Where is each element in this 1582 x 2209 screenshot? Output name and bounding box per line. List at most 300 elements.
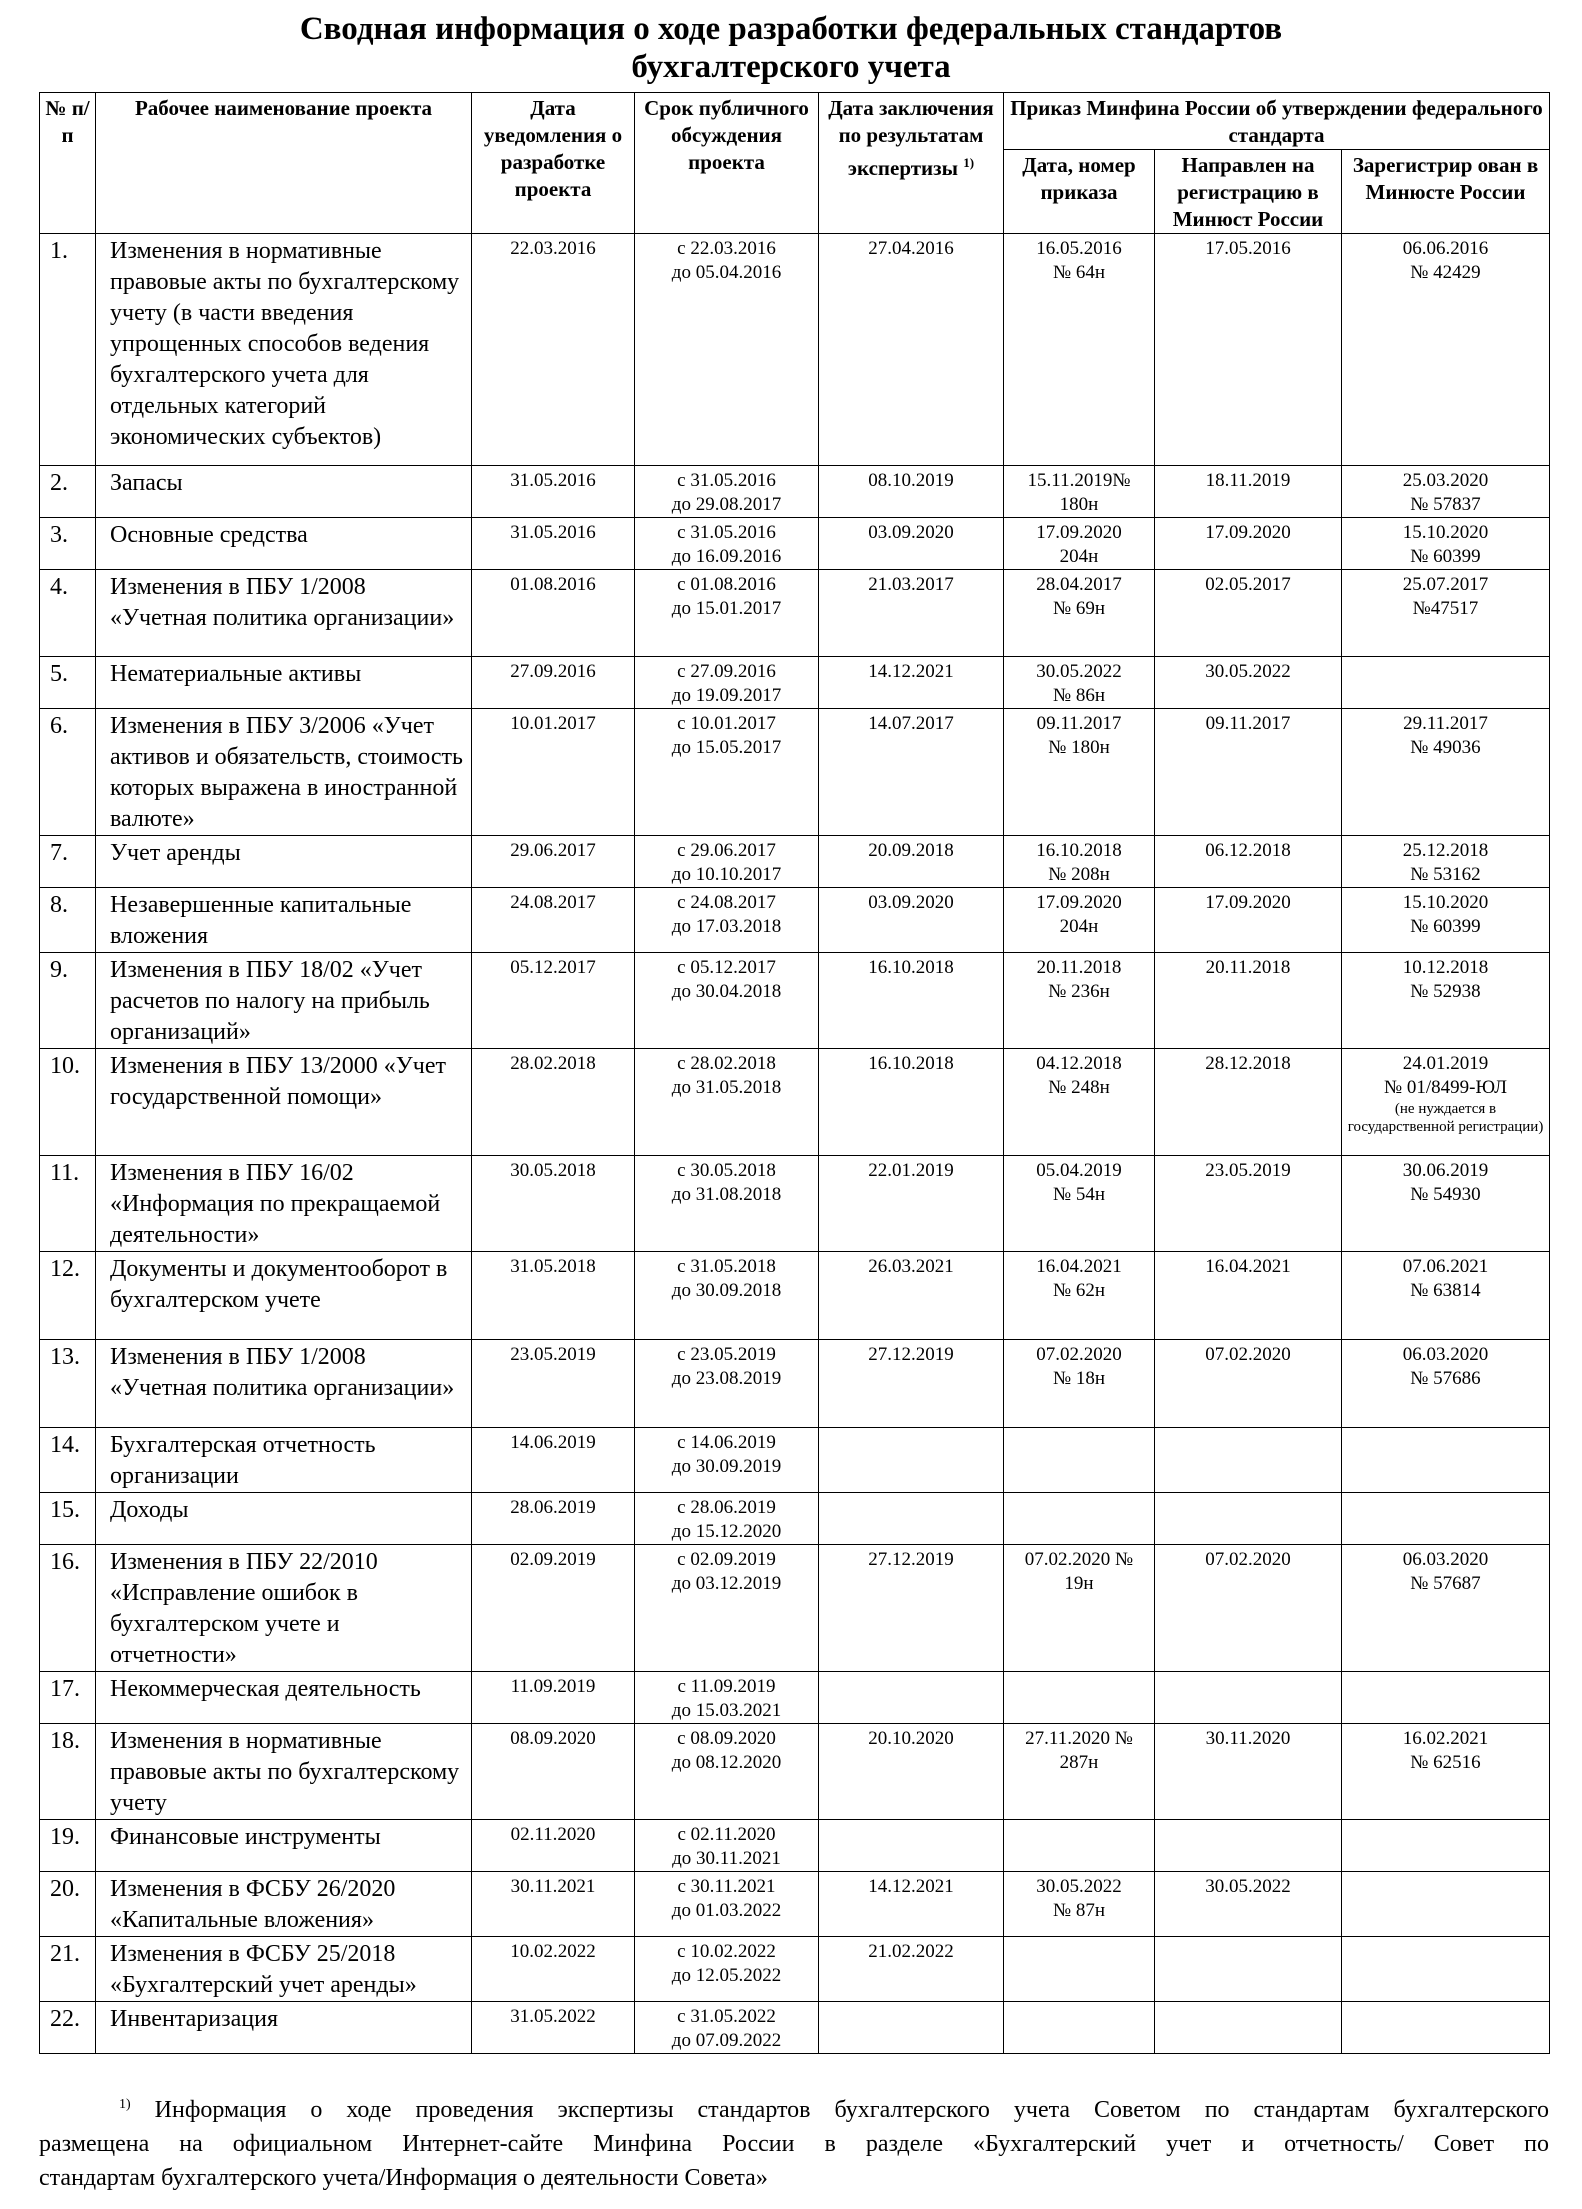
sent-date: 07.02.2020 [1205,1549,1291,1570]
row-number-cell [40,1872,96,1937]
row-number-cell [40,657,96,709]
project-name-cell [96,1428,472,1493]
public-to: до 30.09.2018 [671,1280,782,1301]
registered-date: 25.07.2017 [1402,574,1489,595]
notify-date-cell [472,1340,635,1428]
order-cell [1004,234,1155,466]
public-from: с 02.11.2020 [677,1824,776,1845]
project-name-cell [96,466,472,518]
expert-date-cell [819,518,1004,570]
order-number: № 64н [1052,262,1106,283]
registered-number: № 57837 [1410,494,1481,515]
row-number: 15. [50,1497,80,1523]
order-cell [1004,518,1155,570]
project-name: Нематериальные активы [110,661,362,687]
registered-date: 15.10.2020 [1402,892,1489,913]
expert-date-cell [819,888,1004,953]
sent-date-cell [1155,953,1342,1049]
registered-number: №47517 [1412,598,1479,619]
table-row [40,1724,1550,1820]
order-date: 09.11.2017 [1036,713,1122,734]
public-from: с 28.02.2018 [677,1053,776,1074]
public-period-cell [635,1545,819,1672]
table-row [40,1493,1550,1545]
row-number: 20. [50,1876,80,1902]
notify-date: 22.03.2016 [510,238,596,259]
order-cell [1004,1156,1155,1252]
public-from: с 31.05.2016 [677,470,776,491]
sent-date-cell [1155,1545,1342,1672]
sent-date-cell [1155,1872,1342,1937]
footnote-line-1-text: Информация о ходе проведения экспертизы стандартов бухгалтерского учета Советом по стандартам бухгалтерского [154,2097,1550,2123]
public-period-cell [635,1872,819,1937]
footnote-line-2: размещена на официальном Интернет-сайте Минфина России в разделе «Бухгалтерский учет и отчетность/ Совет по [39,2131,1549,2157]
project-name: Запасы [110,470,183,496]
registered-number: № 62516 [1410,1752,1481,1773]
row-number-cell [40,2002,96,2054]
public-from: с 31.05.2016 [677,522,776,543]
row-number-cell [40,1545,96,1672]
row-number: 22. [50,2006,80,2032]
footnote-line-3: стандартам бухгалтерского учета/Информация о деятельности Совета» [39,2165,768,2191]
expert-date-cell [819,1252,1004,1340]
public-from: с 31.05.2018 [677,1256,776,1277]
project-name-cell [96,570,472,657]
public-to: до 31.05.2018 [671,1077,782,1098]
notify-date: 08.09.2020 [510,1728,596,1749]
expert-date-cell [819,1872,1004,1937]
expert-date-cell [819,1545,1004,1672]
sent-date-cell [1155,466,1342,518]
order-date: 20.11.2018 [1036,957,1122,978]
project-name-cell [96,888,472,953]
project-name-cell [96,1493,472,1545]
public-period-cell [635,709,819,836]
row-number: 21. [50,1941,80,1967]
row-number: 7. [50,840,68,866]
order-number: № 86н [1052,685,1106,706]
order-date: 04.12.2018 [1036,1053,1122,1074]
public-to: до 15.01.2017 [671,598,782,619]
expert-date: 20.09.2018 [868,840,954,861]
registered-number: № 63814 [1410,1280,1481,1301]
header-row-1 [40,93,1550,150]
notify-date: 30.05.2018 [510,1160,596,1181]
notify-date-cell [472,234,635,466]
notify-date: 29.06.2017 [510,840,596,861]
project-name: Изменения в ФСБУ 25/2018 «Бухгалтерский учет аренды» [110,1941,417,1998]
public-from: с 10.02.2022 [677,1941,776,1962]
table-row [40,1049,1550,1156]
order-cell [1004,1872,1155,1937]
registered-note: (не нуждается в государственной регистрации) [1347,1101,1544,1135]
registered-cell [1342,953,1550,1049]
order-cell [1004,836,1155,888]
table-row [40,1252,1550,1340]
row-number: 19. [50,1824,80,1850]
public-period-cell [635,1049,819,1156]
registered-number: № 60399 [1410,916,1481,937]
public-from: с 22.03.2016 [677,238,776,259]
expert-date-cell [819,1937,1004,2002]
registered-number: № 57686 [1410,1368,1481,1389]
public-from: с 27.09.2016 [677,661,776,682]
registered-number: № 49036 [1410,737,1481,758]
sent-date: 09.11.2017 [1205,713,1291,734]
row-number-cell [40,466,96,518]
expert-date: 26.03.2021 [868,1256,954,1277]
sent-date: 18.11.2019 [1205,470,1291,491]
notify-date: 30.11.2021 [510,1876,596,1897]
order-cell [1004,1820,1155,1872]
notify-date-cell [472,1156,635,1252]
expert-date: 14.07.2017 [868,713,954,734]
expert-date: 14.12.2021 [868,661,954,682]
registered-date: 10.12.2018 [1402,957,1489,978]
public-from: с 01.08.2016 [677,574,776,595]
order-number: № 87н [1052,1900,1106,1921]
notify-date: 02.09.2019 [510,1549,596,1570]
row-number: 1. [50,238,68,264]
order-number: 287н [1059,1752,1099,1773]
notify-date-cell [472,2002,635,2054]
expert-date: 03.09.2020 [868,522,954,543]
notify-date: 28.02.2018 [510,1053,596,1074]
project-name-cell [96,1937,472,2002]
sent-date: 16.04.2021 [1205,1256,1291,1277]
row-number: 6. [50,713,68,739]
expert-date-cell [819,1672,1004,1724]
expert-date-cell [819,1724,1004,1820]
project-name: Изменения в ПБУ 3/2006 «Учет активов и обязательств, стоимость которых выражена в иностранной валюте» [110,713,463,832]
sent-date-cell [1155,2002,1342,2054]
order-date: 28.04.2017 [1036,574,1122,595]
sent-date-cell [1155,836,1342,888]
expert-date: 03.09.2020 [868,892,954,913]
notify-date: 11.09.2019 [510,1676,596,1697]
notify-date-cell [472,1937,635,2002]
public-period-cell [635,2002,819,2054]
public-to: до 08.12.2020 [671,1752,782,1773]
notify-date: 10.01.2017 [510,713,596,734]
notify-date: 31.05.2016 [510,470,596,491]
order-date: 15.11.2019№ [1027,470,1131,491]
title-line-1: Сводная информация о ходе разработки федеральных стандартов [299,11,1283,47]
registered-cell [1342,1493,1550,1545]
public-from: с 02.09.2019 [677,1549,776,1570]
public-from: с 05.12.2017 [677,957,776,978]
order-date: 16.05.2016 [1036,238,1122,259]
expert-date: 21.02.2022 [868,1941,954,1962]
sent-date: 23.05.2019 [1205,1160,1291,1181]
public-period-cell [635,1724,819,1820]
sent-date: 28.12.2018 [1205,1053,1291,1074]
project-name: Некоммерческая деятельность [110,1676,421,1702]
public-to: до 19.09.2017 [671,685,782,706]
table-row [40,1428,1550,1493]
sent-date-cell [1155,888,1342,953]
notify-date: 05.12.2017 [510,957,596,978]
notify-date: 02.11.2020 [510,1824,596,1845]
table-row [40,657,1550,709]
project-name: Учет аренды [110,840,241,866]
notify-date-cell [472,518,635,570]
row-number: 3. [50,522,68,548]
public-period-cell [635,1252,819,1340]
registered-cell [1342,1820,1550,1872]
row-number-cell [40,518,96,570]
expert-date-cell [819,466,1004,518]
project-name-cell [96,1156,472,1252]
order-date: 05.04.2019 [1036,1160,1122,1181]
order-cell [1004,1049,1155,1156]
table-row [40,2002,1550,2054]
sent-date-cell [1155,1156,1342,1252]
row-number: 18. [50,1728,80,1754]
registered-number: № 57687 [1410,1573,1481,1594]
expert-date-cell [819,953,1004,1049]
registered-date: 29.11.2017 [1403,713,1488,734]
public-to: до 15.03.2021 [671,1700,782,1721]
project-name: Изменения в ПБУ 13/2000 «Учет государственной помощи» [110,1053,446,1110]
expert-date: 27.12.2019 [868,1549,954,1570]
public-to: до 23.08.2019 [671,1368,782,1389]
public-to: до 31.08.2018 [671,1184,782,1205]
order-cell [1004,466,1155,518]
order-date: 30.05.2022 [1036,661,1122,682]
public-period-cell [635,1428,819,1493]
project-name: Изменения в ПБУ 18/02 «Учет расчетов по налогу на прибыль организаций» [110,957,430,1045]
expert-date: 16.10.2018 [868,957,954,978]
order-number: № 208н [1048,864,1110,885]
row-number-cell [40,953,96,1049]
public-from: с 11.09.2019 [677,1676,776,1697]
footnote [39,2088,1549,2195]
notify-date: 23.05.2019 [510,1344,596,1365]
header-num: № п/п [40,93,96,234]
registered-cell [1342,1937,1550,2002]
table-row [40,1820,1550,1872]
row-number: 4. [50,574,68,600]
public-to: до 05.04.2016 [671,262,782,283]
header-notify: Дата уведомления о разработке проекта [472,93,635,234]
footnote-line-1 [39,2088,1549,2127]
registered-cell [1342,1872,1550,1937]
row-number: 11. [50,1160,80,1186]
row-number: 5. [50,661,68,687]
header-registered: Зарегистрир ован в Минюсте России [1342,150,1550,234]
expert-date-cell [819,1340,1004,1428]
registered-date: 25.12.2018 [1402,840,1489,861]
project-name: Бухгалтерская отчетность организации [110,1432,376,1489]
public-to: до 16.09.2016 [671,546,782,567]
row-number-cell [40,1428,96,1493]
sent-date: 30.05.2022 [1205,661,1291,682]
registered-date: 25.03.2020 [1402,470,1489,491]
sent-date: 17.09.2020 [1205,892,1291,913]
registered-date: 24.01.2019 [1402,1053,1489,1074]
row-number-cell [40,1340,96,1428]
public-to: до 15.12.2020 [671,1521,782,1542]
expert-date: 22.01.2019 [868,1160,954,1181]
row-number-cell [40,1156,96,1252]
header-order-group: Приказ Минфина России об утверждении федерального стандарта [1004,93,1550,150]
order-number: № 18н [1052,1368,1106,1389]
order-cell [1004,953,1155,1049]
header-name: Рабочее наименование проекта [96,93,472,234]
notify-date-cell [472,888,635,953]
row-number-cell [40,1724,96,1820]
notify-date: 24.08.2017 [510,892,596,913]
public-to: до 10.10.2017 [671,864,782,885]
order-number: № 54н [1052,1184,1106,1205]
public-period-cell [635,518,819,570]
row-number-cell [40,570,96,657]
notify-date: 27.09.2016 [510,661,596,682]
row-number-cell [40,836,96,888]
sent-date-cell [1155,1252,1342,1340]
public-period-cell [635,570,819,657]
project-name-cell [96,1872,472,1937]
order-date: 16.04.2021 [1036,1256,1122,1277]
order-number: № 69н [1052,598,1106,619]
registered-date: 30.06.2019 [1402,1160,1489,1181]
registered-cell [1342,709,1550,836]
standards-table [39,92,1550,2054]
project-name: Финансовые инструменты [110,1824,381,1850]
header-sent: Направлен на регистрацию в Минюст России [1155,150,1342,234]
sent-date-cell [1155,1724,1342,1820]
notify-date: 31.05.2016 [510,522,596,543]
order-date: 27.11.2020 № [1025,1728,1133,1749]
registered-cell [1342,1156,1550,1252]
row-number-cell [40,1493,96,1545]
public-period-cell [635,1937,819,2002]
notify-date-cell [472,953,635,1049]
project-name-cell [96,1545,472,1672]
row-number-cell [40,1049,96,1156]
expert-date: 27.04.2016 [868,238,954,259]
order-date: 07.02.2020 [1036,1344,1122,1365]
expert-date-cell [819,836,1004,888]
public-from: с 28.06.2019 [677,1497,776,1518]
order-cell [1004,709,1155,836]
table-body [40,234,1550,2054]
project-name-cell [96,1049,472,1156]
page-title [0,10,1582,86]
row-number: 16. [50,1549,80,1575]
table-row [40,1156,1550,1252]
sent-date-cell [1155,1049,1342,1156]
header-order-date: Дата, номер приказа [1004,150,1155,234]
registered-date: 06.06.2016 [1402,238,1489,259]
header-expert [819,93,1004,234]
project-name: Документы и документооборот в бухгалтерском учете [110,1256,448,1313]
project-name: Изменения в ПБУ 22/2010 «Исправление ошибок в бухгалтерском учете и отчетности» [110,1549,378,1668]
table-row [40,1340,1550,1428]
public-from: с 10.01.2017 [677,713,776,734]
sent-date-cell [1155,709,1342,836]
row-number: 12. [50,1256,80,1282]
expert-date-cell [819,1820,1004,1872]
row-number: 8. [50,892,68,918]
notify-date-cell [472,466,635,518]
table-row [40,1937,1550,2002]
sent-date-cell [1155,1428,1342,1493]
order-cell [1004,1428,1155,1493]
project-name-cell [96,709,472,836]
registered-number: № 54930 [1410,1184,1481,1205]
public-to: до 30.04.2018 [671,981,782,1002]
expert-date: 20.10.2020 [868,1728,954,1749]
public-period-cell [635,1820,819,1872]
expert-date-cell [819,1428,1004,1493]
header-expert-text: Дата заключения по результатам экспертизы [828,96,994,180]
expert-date-cell [819,1493,1004,1545]
sent-date-cell [1155,518,1342,570]
notify-date-cell [472,1049,635,1156]
registered-cell [1342,466,1550,518]
public-period-cell [635,888,819,953]
row-number: 13. [50,1344,80,1370]
header-expert-footnote-mark: 1) [963,155,975,170]
notify-date: 01.08.2016 [510,574,596,595]
notify-date-cell [472,1428,635,1493]
order-number: 204н [1059,546,1099,567]
registered-cell [1342,836,1550,888]
registered-date: 06.03.2020 [1402,1344,1489,1365]
table-row [40,518,1550,570]
order-date: 17.09.2020 [1036,522,1122,543]
notify-date-cell [472,1672,635,1724]
registered-number: № 60399 [1410,546,1481,567]
registered-cell [1342,657,1550,709]
notify-date-cell [472,657,635,709]
expert-date: 21.03.2017 [868,574,954,595]
notify-date-cell [472,836,635,888]
project-name-cell [96,1724,472,1820]
sent-date-cell [1155,1493,1342,1545]
public-period-cell [635,657,819,709]
row-number-cell [40,1252,96,1340]
order-cell [1004,888,1155,953]
public-period-cell [635,953,819,1049]
sent-date-cell [1155,1340,1342,1428]
project-name-cell [96,1672,472,1724]
public-to: до 03.12.2019 [671,1573,782,1594]
registered-cell [1342,570,1550,657]
public-to: до 30.11.2021 [672,1848,781,1869]
notify-date: 14.06.2019 [510,1432,596,1453]
notify-date-cell [472,1252,635,1340]
public-period-cell [635,1672,819,1724]
public-from: с 14.06.2019 [677,1432,776,1453]
table-row [40,1545,1550,1672]
public-period-cell [635,1340,819,1428]
project-name: Основные средства [110,522,308,548]
public-period-cell [635,1493,819,1545]
registered-number: № 52938 [1410,981,1481,1002]
registered-date: 16.02.2021 [1402,1728,1489,1749]
sent-date: 30.11.2020 [1205,1728,1291,1749]
order-cell [1004,1545,1155,1672]
project-name-cell [96,1340,472,1428]
row-number-cell [40,1820,96,1872]
public-period-cell [635,466,819,518]
sent-date: 17.05.2016 [1205,238,1291,259]
public-from: с 30.05.2018 [677,1160,776,1181]
order-date: 16.10.2018 [1036,840,1122,861]
